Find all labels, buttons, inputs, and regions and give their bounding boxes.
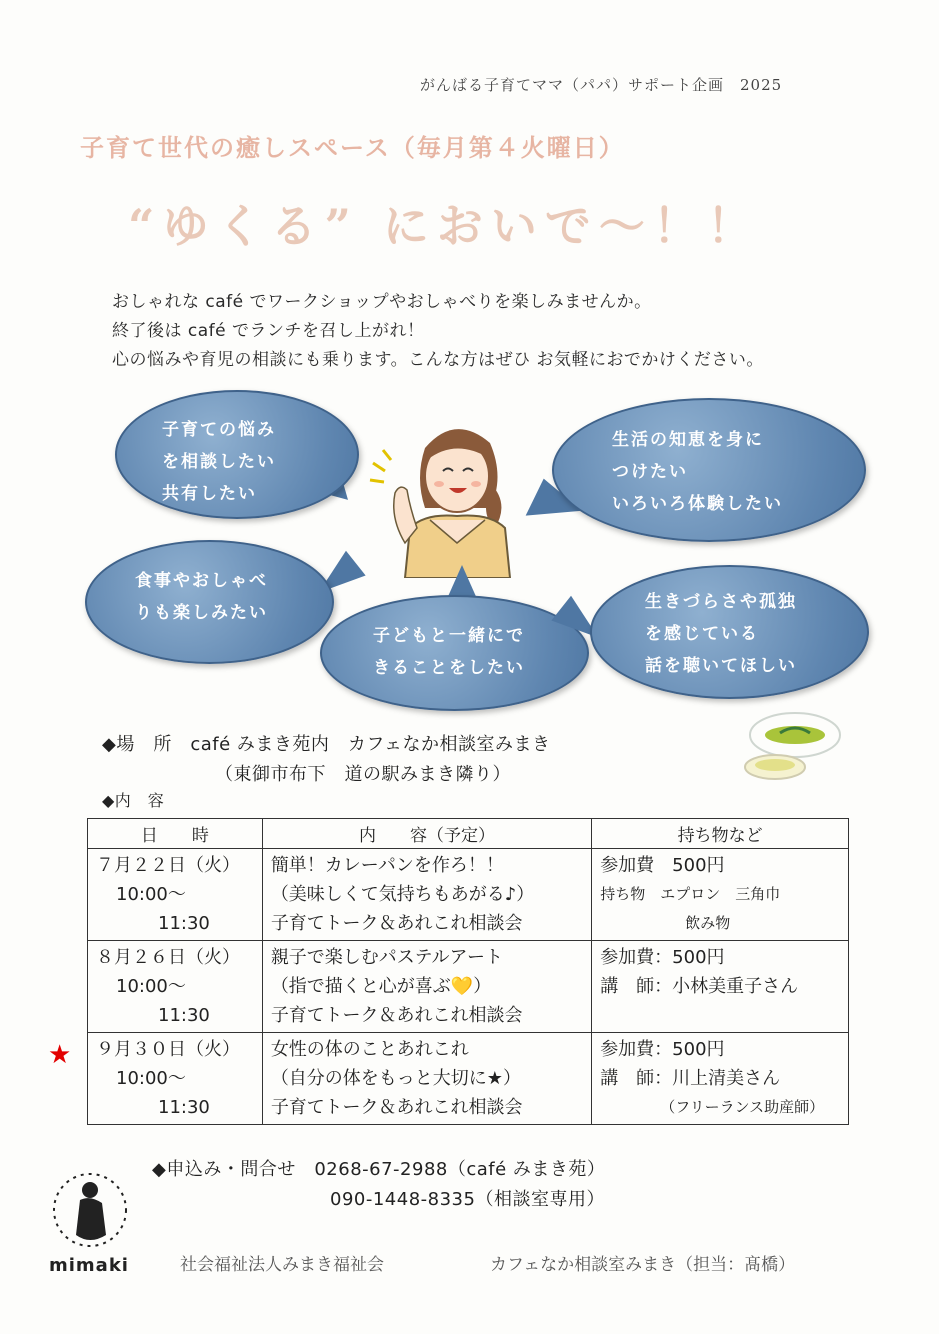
items-cell: 参加費：500円 講 師：小林美重子さん — [592, 941, 849, 1033]
footer-org: 社会福祉法人みまき福祉会 — [180, 1255, 384, 1275]
date-cell: ８月２６日（火） 10:00～ 11:30 — [88, 941, 263, 1033]
items-cell: 参加費 500円 持ち物 エプロン 三角巾 飲み物 — [592, 849, 849, 941]
column-header: 内 容（予定） — [262, 819, 591, 849]
mimaki-logo-icon — [50, 1165, 130, 1255]
date-cell: ９月３０日（火） 10:00～ 11:30 — [88, 1033, 263, 1125]
table-header-row — [88, 819, 849, 849]
content-cell: 簡単！カレーパンを作ろ！！ （美味しくて気持ちもあがる♪） 子育てトーク＆あれこれ相談会 — [262, 849, 591, 941]
tea-cup-icon — [725, 705, 845, 790]
content-cell: 女性の体のことあれこれ （自分の体をもっと大切に★） 子育てトーク＆あれこれ相談会 — [262, 1033, 591, 1125]
bubble-worries-text: 子育ての悩み を相談したい 共有したい — [162, 420, 276, 504]
intro-line-2: 終了後は café でランチを召し上がれ！ — [112, 321, 425, 341]
bubble-food-chat-text: 食事やおしゃべ りも楽しみたい — [135, 571, 268, 623]
bubble-with-children-text: 子どもと一緒にで きることをしたい — [373, 626, 525, 678]
footer-cafe: カフェなか相談室みまき（担当：髙橋） — [490, 1255, 796, 1275]
bubble-life-wisdom-text: 生活の知恵を身に つけたい いろいろ体験したい — [612, 430, 783, 514]
date-cell: ７月２２日（火） 10:00～ 11:30 — [88, 849, 263, 941]
page-subtitle: 子育て世代の癒しスペース（毎月第４火曜日） — [80, 133, 625, 162]
schedule-table — [87, 818, 849, 1125]
contact-line-1: ◆申込み・問合せ 0268-67-2988（café みまき苑） — [152, 1159, 606, 1180]
star-icon: ★ — [48, 1040, 72, 1070]
header-top-line: がんばる子育てママ（パパ）サポート企画 2025 — [420, 76, 783, 94]
mimaki-logo-text: mimaki — [49, 1255, 129, 1276]
intro-line-3: 心の悩みや育児の相談にも乗ります。こんな方はぜひ お気軽におでかけください。 — [112, 350, 764, 370]
column-header: 日 時 — [88, 819, 263, 849]
bubble-loneliness-text: 生きづらさや孤独 を感じている 話を聴いてほしい — [645, 592, 797, 676]
page-title: “ゆくる” においで～！！ — [128, 199, 761, 253]
content-label: ◆内 容 — [102, 791, 165, 810]
column-header: 持ち物など — [592, 819, 849, 849]
place-line: ◆場 所 café みまき苑内 カフェなか相談室みまき — [102, 734, 551, 755]
place-sub: （東御市布下 道の駅みまき隣り） — [215, 764, 511, 785]
woman-illustration — [365, 408, 545, 578]
intro-line-1: おしゃれな café でワークショップやおしゃべりを楽しみませんか。 — [112, 292, 652, 312]
content-cell: 親子で楽しむパステルアート （指で描くと心が喜ぶ💛） 子育てトーク＆あれこれ相談会 — [262, 941, 591, 1033]
items-cell: 参加費：500円 講 師：川上清美さん （フリーランス助産師） — [592, 1033, 849, 1125]
table-row — [88, 941, 849, 1033]
table-row — [88, 1033, 849, 1125]
table-row — [88, 849, 849, 941]
contact-line-2: 090-1448-8335（相談室専用） — [330, 1189, 605, 1210]
